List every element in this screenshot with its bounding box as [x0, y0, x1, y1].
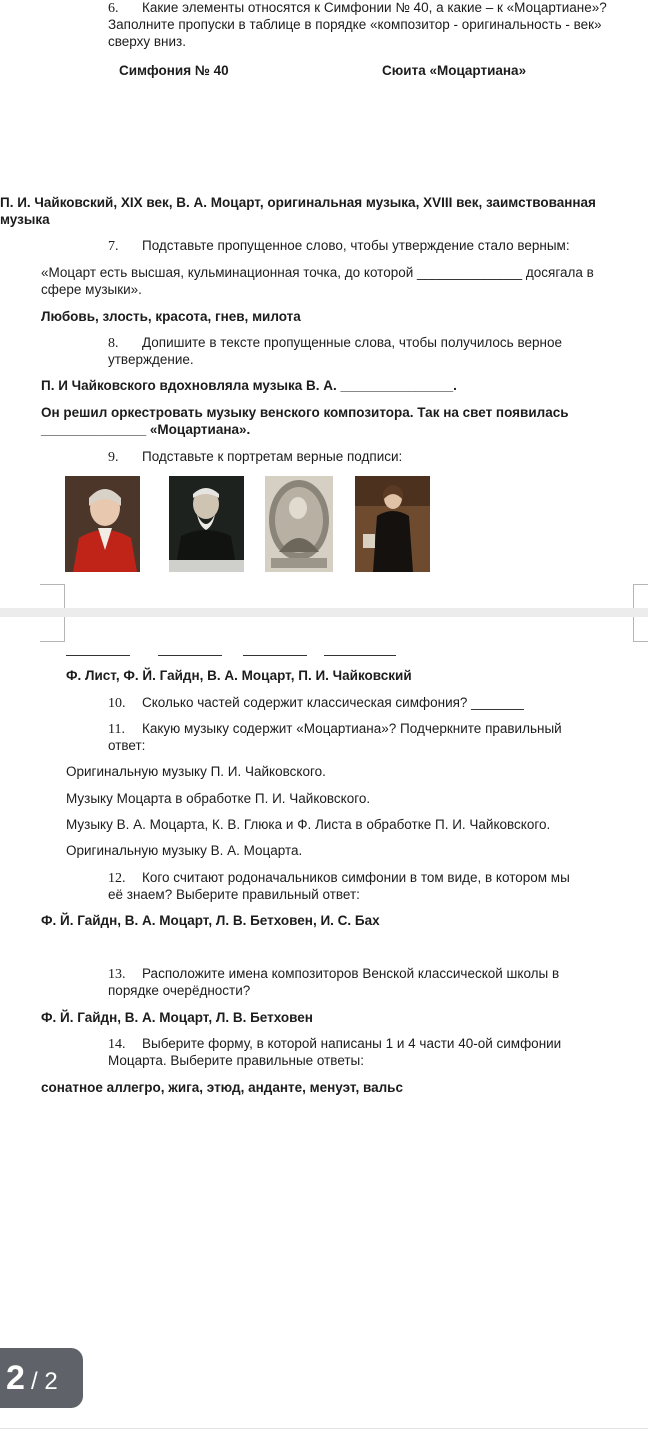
q10-text: Сколько частей содержит классическая симфония? _______ [142, 695, 524, 710]
caption-blank-3 [243, 655, 307, 656]
q13-text: Расположите имена композиторов Венской классической школы в [142, 966, 560, 981]
q9-line1 [108, 449, 402, 466]
q14-number: 14. [108, 1037, 126, 1052]
q11-number: 11. [108, 722, 125, 737]
q11-option-1[interactable]: Оригинальную музыку П. И. Чайковского. [66, 764, 326, 779]
q8-statement-line1: П. И Чайковского вдохновляла музыка В. А. _______________. [41, 378, 457, 393]
q6-line1 [108, 0, 607, 17]
q12-line2: её знаем? Выберите правильный ответ: [108, 887, 360, 902]
q11-option-3[interactable]: Музыку В. А. Моцарта, К. В. Глюка и Ф. Листа в обработке П. И. Чайковского. [66, 817, 551, 832]
q7-quote-line1: «Моцарт есть высшая, кульминационная точка, до которой ______________ досягала в [41, 265, 594, 280]
q6-text: Какие элементы относятся к Симфонии № 40, а какие – к «Моцартиане»? [142, 0, 607, 15]
caption-blank-2 [158, 655, 222, 656]
q13-options: Ф. Й. Гайдн, В. А. Моцарт, Л. В. Бетховен [41, 1010, 313, 1025]
q11-line2: ответ: [108, 738, 146, 753]
portrait-dark-suit [169, 476, 244, 572]
q11-option-2[interactable]: Музыку Моцарта в обработке П. И. Чайковского. [66, 791, 371, 806]
q14-text: Выберите форму, в которой написаны 1 и 4 части 40-ой симфонии [142, 1036, 562, 1051]
q14-line1 [108, 1036, 561, 1053]
q9-text: Подставьте к портретам верные подписи: [142, 449, 403, 464]
q10-line1 [108, 695, 524, 712]
portrait-black-coat [355, 476, 430, 572]
q8-statement-line2: Он решил оркестровать музыку венского композитора. Так на свет появилась [41, 405, 569, 420]
page-current: 2 [6, 1359, 25, 1397]
caption-blank-4 [324, 655, 396, 656]
portrait-red-coat [65, 476, 140, 572]
q8-line2: утверждение. [108, 352, 194, 367]
q7-options: Любовь, злость, красота, гнев, милота [41, 309, 301, 324]
page-divider [0, 608, 648, 617]
table-header-symphony: Симфония № 40 [119, 63, 229, 78]
q12-line1 [108, 870, 570, 887]
q14-line2: Моцарта. Выберите правильные ответы: [108, 1053, 365, 1068]
q8-text: Допишите в тексте пропущенные слова, чтобы получилось верное [142, 335, 562, 350]
q13-number: 13. [108, 967, 126, 982]
q11-line1 [108, 721, 562, 738]
q12-number: 12. [108, 871, 126, 886]
q8-line1 [108, 335, 562, 352]
page-total: / 2 [31, 1368, 58, 1395]
q6-answers-line1: П. И. Чайковский, XIX век, В. А. Моцарт, оригинальная музыка, XVIII век, заимствованная [0, 195, 596, 210]
q12-text: Кого считают родоначальников симфонии в том виде, в котором мы [142, 870, 570, 885]
q8-statement-line3: ______________ «Моцартиана». [41, 422, 251, 437]
q6-answers-line2: музыка [0, 212, 50, 227]
q9-names: Ф. Лист, Ф. Й. Гайдн, В. А. Моцарт, П. И. Чайковский [66, 668, 412, 683]
page-corner-bottom-left [40, 617, 65, 642]
q11-text: Какую музыку содержит «Моцартиана»? Подчеркните правильный [142, 721, 562, 736]
q9-number: 9. [108, 450, 119, 465]
q11-option-4[interactable]: Оригинальную музыку В. А. Моцарта. [66, 843, 303, 858]
q8-number: 8. [108, 336, 119, 351]
q6-number: 6. [108, 1, 119, 16]
table-header-mozartiana: Сюита «Моцартиана» [382, 63, 527, 78]
q7-number: 7. [108, 239, 119, 254]
page-corner-top-left [40, 584, 65, 609]
q12-options: Ф. Й. Гайдн, В. А. Моцарт, Л. В. Бетховен, И. С. Бах [41, 913, 380, 928]
q6-line3: сверху вниз. [108, 34, 186, 49]
page-indicator[interactable] [0, 1348, 83, 1408]
portrait-engraving [265, 476, 333, 572]
q7-quote-line2: сфере музыки». [41, 282, 142, 297]
page-corner-bottom-right [633, 617, 648, 642]
q6-line2: Заполните пропуски в таблице в порядке «композитор - оригинальность - век» [108, 17, 602, 32]
page-corner-top-right [633, 584, 648, 609]
q13-line1 [108, 966, 559, 983]
q13-line2: порядке очерёдности? [108, 983, 251, 998]
q14-options: сонатное аллегро, жига, этюд, анданте, менуэт, вальс [41, 1080, 403, 1095]
q7-text: Подставьте пропущенное слово, чтобы утверждение стало верным: [142, 238, 570, 253]
q7-line1 [108, 238, 570, 255]
caption-blank-1 [66, 655, 130, 656]
bottom-divider [0, 1428, 648, 1429]
q10-number: 10. [108, 696, 126, 711]
